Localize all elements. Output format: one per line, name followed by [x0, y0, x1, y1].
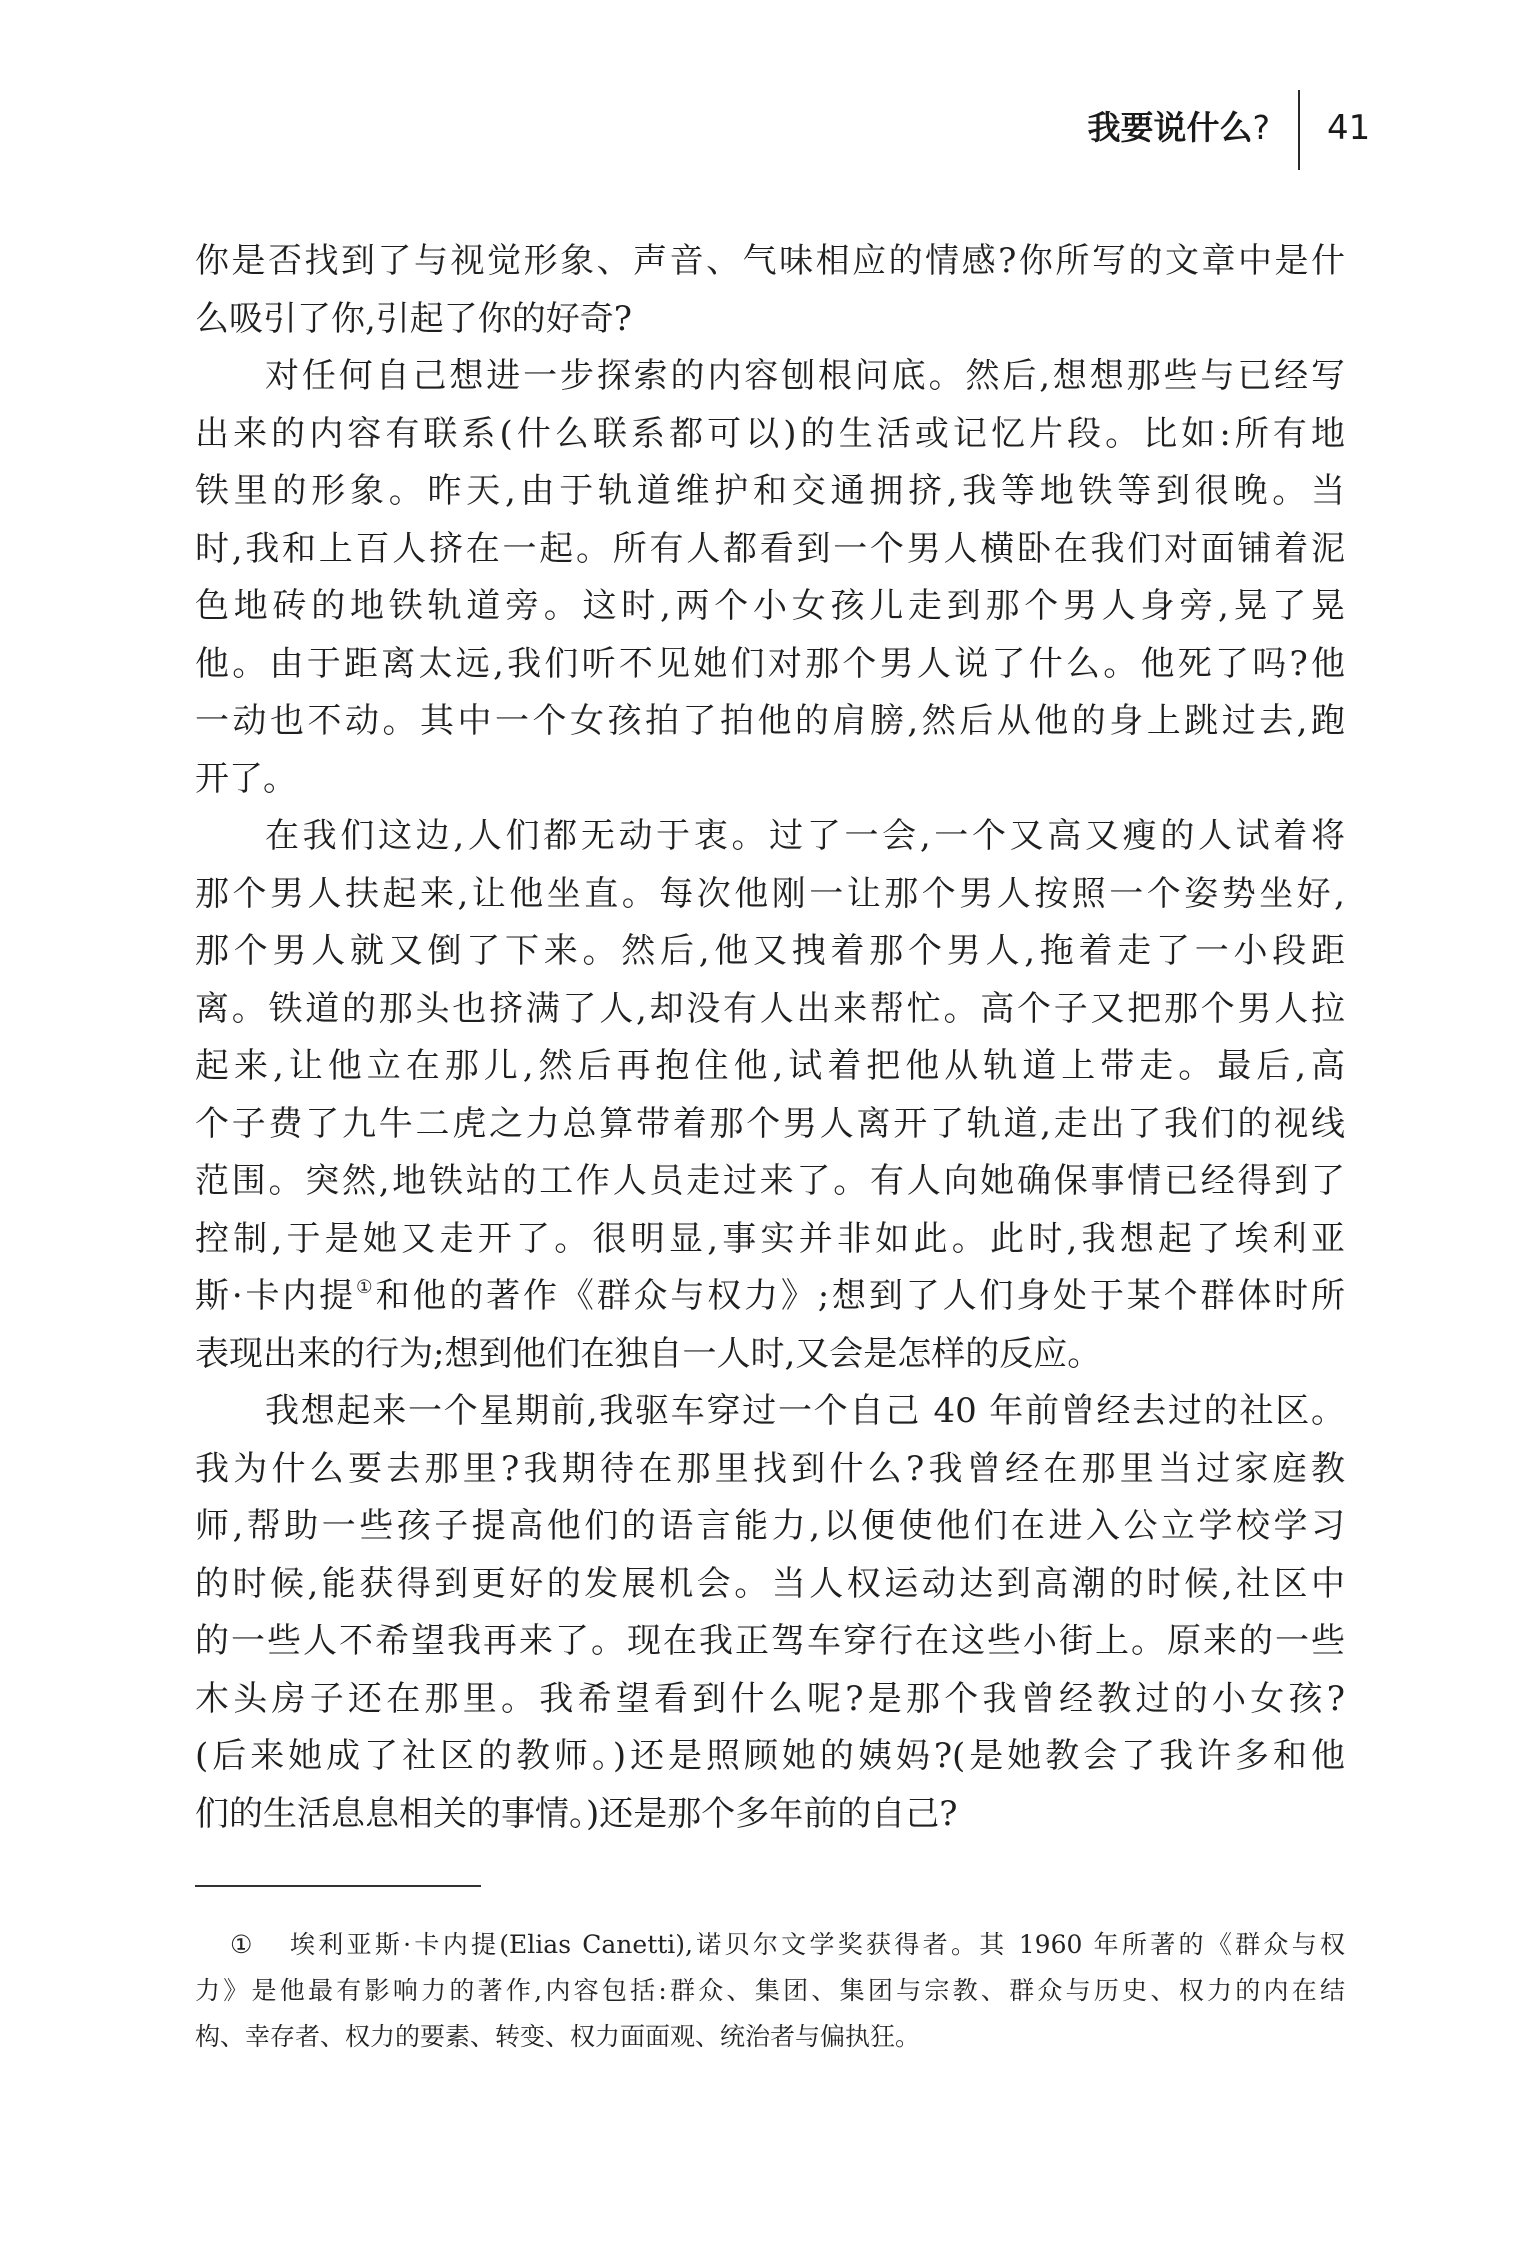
text-line: 的时候,能获得到更好的发展机会。当人权运动达到高潮的时候,社区中: [195, 1563, 1345, 1604]
text-line: 我想起来一个星期前,我驱车穿过一个自己 40 年前曾经去过的社区。: [265, 1391, 1345, 1431]
text-line: 出来的内容有联系(什么联系都可以)的生活或记忆片段。比如:所有地: [195, 413, 1345, 454]
paragraph: [195, 348, 1345, 808]
text-line: 个子费了九牛二虎之力总算带着那个男人离开了轨道,走出了我们的视线: [195, 1103, 1345, 1144]
text-line: 么吸引了你,引起了你的好奇?: [195, 298, 633, 339]
text-line: 时,我和上百人挤在一起。所有人都看到一个男人横卧在我们对面铺着泥: [195, 528, 1345, 569]
footnote-line: 构、幸存者、权力的要素、转变、权力面面观、统治者与偏执狂。: [195, 2022, 921, 2051]
text-line-part: 斯·卡内提: [195, 1276, 357, 1316]
text-line: 在我们这边,人们都无动于衷。过了一会,一个又高又瘦的人试着将: [265, 816, 1345, 856]
text-line: 表现出来的行为;想到他们在独自一人时,又会是怎样的反应。: [195, 1333, 1102, 1374]
header-divider: [1298, 90, 1300, 170]
footnote-line: 力》是他最有影响力的著作,内容包括:群众、集团、集团与宗教、群众与历史、权力的内在结: [195, 1976, 1345, 2005]
text-line: 离。铁道的那头也挤满了人,却没有人出来帮忙。高个子又把那个男人拉: [195, 988, 1345, 1029]
text-line: 一动也不动。其中一个女孩拍了拍他的肩膀,然后从他的身上跳过去,跑: [195, 701, 1345, 741]
chapter-title-text: 我要说什么: [1087, 108, 1253, 147]
paragraph: [195, 1383, 1345, 1843]
text-line: 的一些人不希望我再来了。现在我正驾车穿行在这些小街上。原来的一些: [195, 1621, 1345, 1661]
footnote-line-text: 埃利亚斯·卡内提(Elias Canetti),诺贝尔文学奖获得者。其 1960 年所著的《群众与权: [290, 1930, 1345, 1959]
footnote-reference-marker: ①: [356, 1276, 376, 1298]
text-line-part: 和他的著作《群众与权力》;想到了人们身处于某个群体时所: [375, 1276, 1346, 1316]
text-line: 控制,于是她又走开了。很明显,事实并非如此。此时,我想起了埃利亚: [195, 1218, 1345, 1259]
text-line: 起来,让他立在那儿,然后再抱住他,试着把他从轨道上带走。最后,高: [195, 1046, 1345, 1086]
text-line: 我为什么要去那里?我期待在那里找到什么?我曾经在那里当过家庭教: [195, 1448, 1345, 1489]
text-line: 你是否找到了与视觉形象、声音、气味相应的情感?你所写的文章中是什: [195, 241, 1345, 281]
body-text: [195, 233, 1345, 1843]
text-line: 师,帮助一些孩子提高他们的语言能力,以便使他们在进入公立学校学习: [195, 1506, 1345, 1546]
chapter-title: [1087, 106, 1270, 150]
text-line: 对任何自己想进一步探索的内容刨根问底。然后,想想那些与已经写: [265, 356, 1345, 396]
text-line: 们的生活息息相关的事情。)还是那个多年前的自己?: [195, 1793, 958, 1834]
text-line: 木头房子还在那里。我希望看到什么呢?是那个我曾经教过的小女孩?: [195, 1678, 1345, 1719]
text-line: 色地砖的地铁轨道旁。这时,两个小女孩儿走到那个男人身旁,晃了晃: [195, 586, 1345, 626]
footnote-line: [195, 1922, 1345, 1968]
text-line: 开了。: [195, 758, 297, 799]
text-line: (后来她成了社区的教师。)还是照顾她的姨妈?(是她教会了我许多和他: [195, 1736, 1345, 1776]
footnote-marker: ①: [230, 1930, 253, 1959]
text-line: 那个男人就又倒了下来。然后,他又拽着那个男人,拖着走了一小段距: [195, 931, 1345, 971]
page-number: 41: [1327, 108, 1371, 148]
text-line: 他。由于距离太远,我们听不见她们对那个男人说了什么。他死了吗?他: [195, 643, 1345, 684]
text-line-with-footnote-ref: [195, 1268, 1345, 1326]
footnote-rule: [195, 1885, 481, 1887]
text-line: 那个男人扶起来,让他坐直。每次他刚一让那个男人按照一个姿势坐好,: [195, 873, 1345, 914]
paragraph: [195, 808, 1345, 1383]
paragraph: [195, 233, 1345, 348]
footnote: [195, 1922, 1345, 2060]
text-line: 范围。突然,地铁站的工作人员走过来了。有人向她确保事情已经得到了: [195, 1161, 1345, 1201]
chapter-title-question-mark: ?: [1252, 108, 1270, 147]
text-line: 铁里的形象。昨天,由于轨道维护和交通拥挤,我等地铁等到很晚。当: [195, 471, 1345, 511]
